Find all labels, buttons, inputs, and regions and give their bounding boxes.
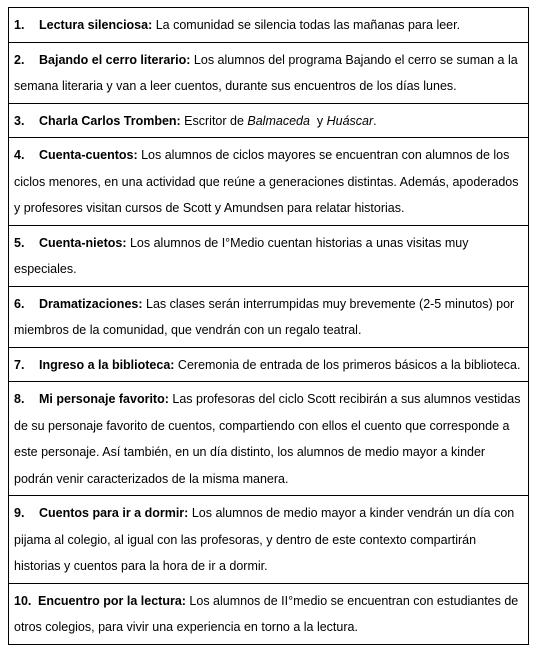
item-number: 2. bbox=[14, 52, 25, 67]
table-row bbox=[9, 42, 529, 103]
item-text: . bbox=[373, 113, 377, 128]
item-text: Las clases serán interrumpidas muy brevemente (2-5 minutos) por miembros de la comunidad, que vendrán con un regalo teatral. bbox=[14, 296, 515, 337]
activity-cell bbox=[9, 347, 529, 382]
item-number: 3. bbox=[14, 113, 25, 128]
item-text: y bbox=[309, 113, 327, 128]
activity-cell bbox=[9, 103, 529, 138]
item-text: La comunidad se silencia todas las mañanas para leer. bbox=[152, 18, 461, 32]
table-row bbox=[9, 225, 529, 286]
table-row bbox=[9, 286, 529, 347]
item-text: Los alumnos de ciclos mayores se encuentran con alumnos de los ciclos menores, en una actividad que reúne a generaciones distintas. Además, apoderados y profesores visitan cursos de Scott y Amundsen para relatar historias. bbox=[14, 148, 519, 215]
item-title: Charla Carlos Tromben: bbox=[39, 113, 181, 128]
item-italic-text: Balmaceda bbox=[247, 113, 310, 128]
table-row bbox=[9, 347, 529, 382]
item-text: Los alumnos de medio mayor a kinder vendrán un día con pijama al colegio, al igual con las profesoras, y dentro de este contexto compartirán historias y cuentos para la hora de ir a dormir. bbox=[14, 506, 515, 573]
item-text: Los alumnos de I°Medio cuentan historias a unas visitas muy especiales. bbox=[14, 235, 469, 276]
item-number: 1. bbox=[14, 18, 25, 32]
item-number: 8. bbox=[14, 392, 25, 406]
item-title: Ingreso a la biblioteca: bbox=[39, 357, 175, 372]
item-number: 6. bbox=[14, 296, 25, 311]
activity-cell bbox=[9, 225, 529, 286]
item-text: Escritor de bbox=[180, 113, 248, 128]
activity-cell bbox=[9, 496, 529, 584]
item-title: Cuenta-cuentos: bbox=[39, 148, 138, 162]
activity-cell bbox=[9, 138, 529, 226]
item-number: 7. bbox=[14, 357, 25, 372]
item-italic-text: Huáscar bbox=[326, 113, 374, 128]
item-text: Las profesoras del ciclo Scott recibirán a sus alumnos vestidas de su personaje favorito de cuentos, compartiendo con ellos el cuento que corresponde a este personaje. Así también, en un día distinto, los alumnos de medio mayor a kinder podrán venir caracterizados de la misma manera. bbox=[14, 392, 521, 486]
item-text: Los alumnos de II°medio se encuentran con estudiantes de otros colegios, para vivir una experiencia en torno a la lectura. bbox=[14, 593, 519, 634]
activity-cell bbox=[9, 8, 529, 43]
activity-cell bbox=[9, 382, 529, 496]
item-text: Los alumnos del programa Bajando el cerro se suman a la semana literaria y van a leer cuentos, durante sus encuentros de los días lunes. bbox=[14, 52, 518, 93]
activities-table bbox=[8, 7, 529, 645]
item-title: Bajando el cerro literario: bbox=[39, 52, 191, 67]
activity-cell bbox=[9, 42, 529, 103]
activity-cell bbox=[9, 286, 529, 347]
item-text: Ceremonia de entrada de los primeros básicos a la biblioteca. bbox=[174, 357, 521, 372]
item-number: 4. bbox=[14, 148, 25, 162]
item-title: Dramatizaciones: bbox=[39, 296, 143, 311]
table-row bbox=[9, 103, 529, 138]
item-title: Encuentro por la lectura: bbox=[38, 593, 186, 608]
item-number: 9. bbox=[14, 506, 25, 520]
item-title: Cuenta-nietos: bbox=[39, 235, 127, 250]
activity-cell bbox=[9, 583, 529, 644]
table-row bbox=[9, 583, 529, 644]
table-row bbox=[9, 382, 529, 496]
table-row bbox=[9, 8, 529, 43]
item-title: Cuentos para ir a dormir: bbox=[39, 506, 189, 520]
item-number: 10. bbox=[14, 593, 32, 608]
table-row bbox=[9, 138, 529, 226]
item-title: Lectura silenciosa: bbox=[39, 18, 153, 32]
item-title: Mi personaje favorito: bbox=[39, 392, 169, 406]
item-number: 5. bbox=[14, 235, 25, 250]
table-row bbox=[9, 496, 529, 584]
